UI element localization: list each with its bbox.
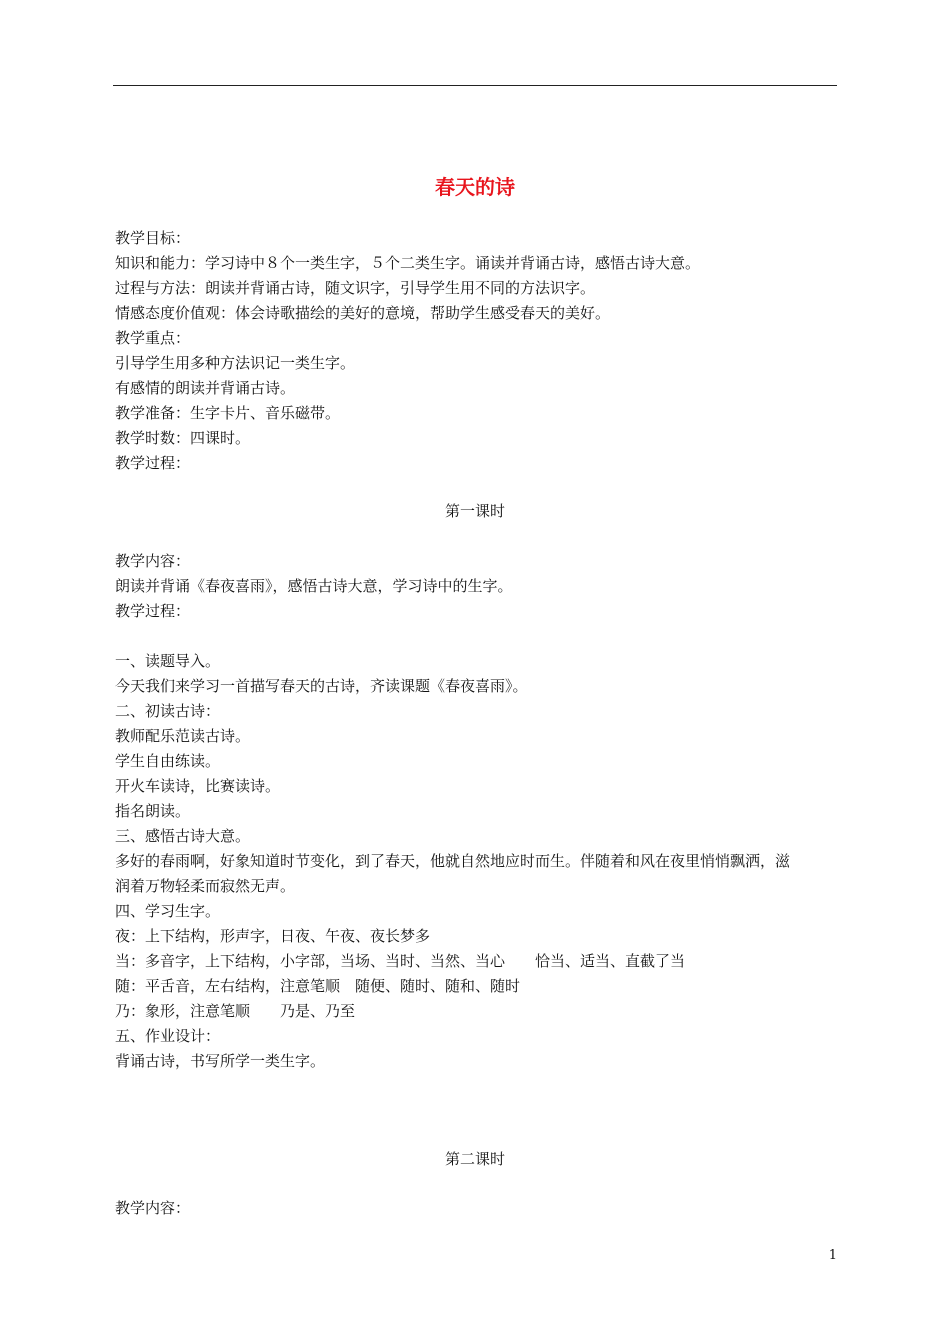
paragraph: 教学目标：	[115, 229, 191, 247]
document-title: 春天的诗	[435, 175, 515, 199]
header-rule	[113, 85, 837, 86]
teaching-goals-block	[115, 226, 837, 476]
paragraph: 有感情的朗读并背诵古诗。	[115, 379, 296, 397]
paragraph: 教学重点：	[115, 329, 191, 347]
paragraph: 四、学习生字。	[115, 902, 221, 920]
paragraph: 一、读题导入。	[115, 652, 221, 670]
lesson-1-block	[115, 549, 837, 1074]
paragraph: 教学过程：	[115, 454, 191, 472]
paragraph: 教学内容：	[115, 1199, 191, 1217]
paragraph: 朗读并背诵《春夜喜雨》，感悟古诗大意，学习诗中的生字。	[115, 577, 513, 595]
paragraph: 今天我们来学习一首描写春天的古诗，齐读课题《春夜喜雨》。	[115, 677, 528, 695]
paragraph: 当：多音字，上下结构，小字部，当场、当时、当然、当心 恰当、适当、直截了当	[115, 952, 686, 970]
paragraph: 三、感悟古诗大意。	[115, 827, 251, 845]
paragraph: 五、作业设计：	[115, 1027, 221, 1045]
paragraph: 情感态度价值观：体会诗歌描绘的美好的意境，帮助学生感受春天的美好。	[115, 304, 611, 322]
paragraph: 多好的春雨啊，好象知道时节变化，到了春天，他就自然地应时而生。伴随着和风在夜里悄悄飘洒，滋	[115, 852, 791, 870]
paragraph: 引导学生用多种方法识记一类生字。	[115, 354, 356, 372]
paragraph: 开火车读诗，比赛读诗。	[115, 777, 281, 795]
page-number: 1	[828, 1248, 837, 1263]
paragraph: 乃：象形，注意笔顺 乃是、乃至	[115, 1002, 356, 1020]
paragraph: 教师配乐范读古诗。	[115, 727, 251, 745]
paragraph: 润着万物轻柔而寂然无声。	[115, 877, 296, 895]
lesson-2-block	[115, 1196, 837, 1221]
paragraph: 背诵古诗，书写所学一类生字。	[115, 1052, 326, 1070]
paragraph: 夜：上下结构，形声字，日夜、午夜、夜长梦多	[115, 927, 431, 945]
paragraph: 学生自由练读。	[115, 752, 221, 770]
lesson-1-heading: 第一课时	[444, 502, 505, 520]
paragraph: 指名朗读。	[115, 802, 191, 820]
paragraph: 教学准备：生字卡片、音乐磁带。	[115, 404, 341, 422]
lesson-2-heading: 第二课时	[444, 1150, 505, 1168]
paragraph: 过程与方法：朗读并背诵古诗，随文识字，引导学生用不同的方法识字。	[115, 279, 596, 297]
paragraph: 知识和能力：学习诗中８个一类生字，５个二类生字。诵读并背诵古诗，感悟古诗大意。	[115, 254, 701, 272]
spacer	[115, 624, 837, 649]
paragraph: 二、初读古诗：	[115, 702, 221, 720]
paragraph: 教学内容：	[115, 552, 191, 570]
paragraph: 教学时数：四课时。	[115, 429, 251, 447]
paragraph: 随：平舌音，左右结构，注意笔顺 随便、随时、随和、随时	[115, 977, 521, 995]
paragraph: 教学过程：	[115, 602, 191, 620]
